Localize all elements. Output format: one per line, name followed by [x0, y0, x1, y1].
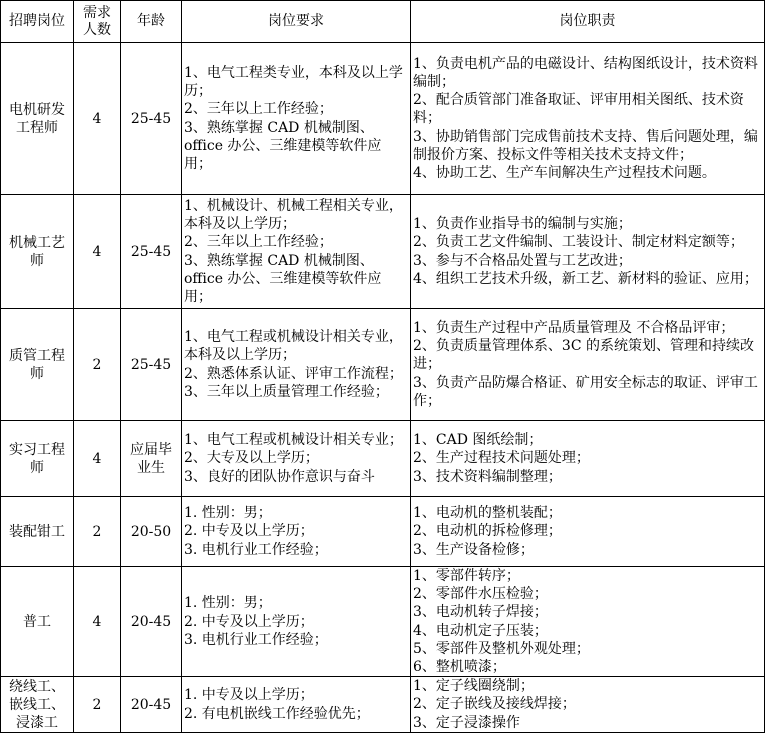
duty-item: 2、定子嵌线及接线焊接； [413, 696, 576, 713]
age-cell: 25-45 [121, 195, 182, 309]
duty-item: 2、零部件水压检验； [413, 586, 548, 603]
table-row [1, 309, 765, 421]
position-cell: 普工 [1, 567, 74, 677]
age-cell: 20-50 [121, 497, 182, 567]
age-cell: 25-45 [121, 43, 182, 195]
requirement-item: 2. 中专及以上学历； [184, 613, 314, 630]
requirement-item: 3、三年以上质量管理工作经验； [184, 383, 389, 400]
position-cell: 机械工艺师 [1, 195, 74, 309]
requirement-item: 3、熟练掌握 CAD 机械制图、office 办公、三维建模等软件应用； [184, 119, 382, 172]
count-cell: 2 [74, 309, 121, 421]
header-count: 需求人数 [74, 1, 121, 43]
duty-item: 4、协助工艺、生产车间解决生产过程技术问题。 [413, 165, 716, 181]
duty-item: 3、负责产品防爆合格证、矿用安全标志的取证、评审工作； [413, 374, 758, 409]
duty-item: 1、零部件转序； [413, 568, 520, 584]
age-cell: 20-45 [121, 567, 182, 677]
duty-item: 5、零部件及整机外观处理； [413, 640, 590, 657]
requirement-item: 3、良好的团队协作意识与奋斗 [184, 468, 375, 485]
duty-item: 3、生产设备检修； [413, 541, 534, 558]
requirement-item: 2、大专及以上学历； [184, 450, 319, 467]
requirements-cell [182, 497, 411, 567]
header-duties: 岗位职责 [411, 1, 765, 43]
requirements-cell [182, 309, 411, 421]
age-cell: 20-45 [121, 677, 182, 733]
requirement-item: 2、三年以上工作经验； [184, 101, 333, 118]
requirement-item: 2. 中专及以上学历； [184, 523, 314, 540]
duty-item: 2、负责质量管理体系、3C 的系统策划、管理和持续改进； [413, 338, 754, 373]
duty-item: 3、参与不合格品处置与工艺改进； [413, 252, 632, 269]
duty-item: 3、技术资料编制整理； [413, 468, 562, 485]
count-cell: 2 [74, 497, 121, 567]
requirement-item: 1、电气工程或机械设计相关专业； [184, 432, 403, 449]
count-cell: 2 [74, 677, 121, 733]
position-cell: 装配钳工 [1, 497, 74, 567]
duty-item: 3、定子浸漆操作 [413, 714, 520, 731]
count-cell: 4 [74, 567, 121, 677]
requirements-cell [182, 567, 411, 677]
table-row [1, 195, 765, 309]
position-cell: 实习工程师 [1, 421, 74, 497]
table-row [1, 677, 765, 733]
header-row [1, 1, 765, 43]
duty-item: 2、负责工艺文件编制、工装设计、制定材料定额等； [413, 234, 744, 251]
requirement-item: 1、机械设计、机械工程相关专业，本科及以上学历； [184, 197, 403, 233]
count-cell: 4 [74, 195, 121, 309]
duty-item: 2、电动机的拆检修理； [413, 523, 562, 540]
duty-item: 4、组织工艺技术升级，新工艺、新材料的验证、应用； [413, 270, 758, 287]
duties-cell [411, 567, 765, 677]
duties-cell [411, 677, 765, 733]
requirement-item: 2. 有电机嵌线工作经验优先； [184, 705, 370, 722]
requirements-cell [182, 421, 411, 497]
duties-cell [411, 309, 765, 421]
requirements-cell [182, 43, 411, 195]
header-age: 年龄 [121, 1, 182, 43]
duty-item: 3、电动机转子焊接； [413, 604, 548, 621]
requirement-item: 1. 性别：男； [184, 595, 272, 612]
requirement-item: 3. 电机行业工作经验； [184, 631, 328, 648]
table-row [1, 567, 765, 677]
duties-cell [411, 421, 765, 497]
position-cell: 电机研发工程师 [1, 43, 74, 195]
requirement-item: 2、三年以上工作经验； [184, 234, 333, 251]
duty-item: 2、生产过程技术问题处理； [413, 450, 590, 467]
requirements-cell [182, 195, 411, 309]
duties-cell [411, 43, 765, 195]
header-position: 招聘岗位 [1, 1, 74, 43]
age-cell: 25-45 [121, 309, 182, 421]
requirement-item: 3. 电机行业工作经验； [184, 541, 328, 558]
header-requirements: 岗位要求 [182, 1, 411, 43]
duty-item: 1、负责作业指导书的编制与实施； [413, 216, 632, 233]
requirement-item: 1. 中专及以上学历； [184, 687, 314, 704]
duty-item: 1、负责电机产品的电磁设计、结构图纸设计，技术资料编制； [413, 55, 758, 90]
table-row [1, 43, 765, 195]
requirement-item: 1、电气工程或机械设计相关专业，本科及以上学历； [184, 329, 403, 364]
age-cell: 应届毕业生 [121, 421, 182, 497]
table-row [1, 421, 765, 497]
count-cell: 4 [74, 43, 121, 195]
duty-item: 3、协助销售部门完成售前技术支持、售后问题处理，编制报价方案、投标文件等相关技术支持文件； [413, 128, 758, 163]
requirement-item: 1、电气工程类专业，本科及以上学历； [184, 64, 403, 100]
duty-item: 2、配合质管部门准备取证、评审用相关图纸、技术资料； [413, 92, 744, 127]
duty-item: 6、整机喷漆； [413, 659, 506, 676]
duty-item: 1、CAD 图纸绘制； [413, 432, 543, 449]
requirement-item: 2、熟悉体系认证、评审工作流程； [184, 365, 403, 382]
duties-cell [411, 195, 765, 309]
position-cell: 质管工程师 [1, 309, 74, 421]
requirements-cell [182, 677, 411, 733]
count-cell: 4 [74, 421, 121, 497]
duty-item: 4、电动机定子压装； [413, 622, 548, 639]
requirement-item: 1. 性别：男； [184, 505, 272, 522]
duty-item: 1、负责生产过程中产品质量管理及 不合格品评审； [413, 319, 735, 336]
duty-item: 1、电动机的整机装配； [413, 505, 562, 522]
table-row [1, 497, 765, 567]
position-cell: 绕线工、嵌线工、浸漆工 [1, 677, 74, 733]
requirement-item: 3、熟练掌握 CAD 机械制图、office 办公、三维建模等软件应用； [184, 252, 382, 305]
duty-item: 1、定子线圈绕制； [413, 678, 534, 695]
duties-cell [411, 497, 765, 567]
